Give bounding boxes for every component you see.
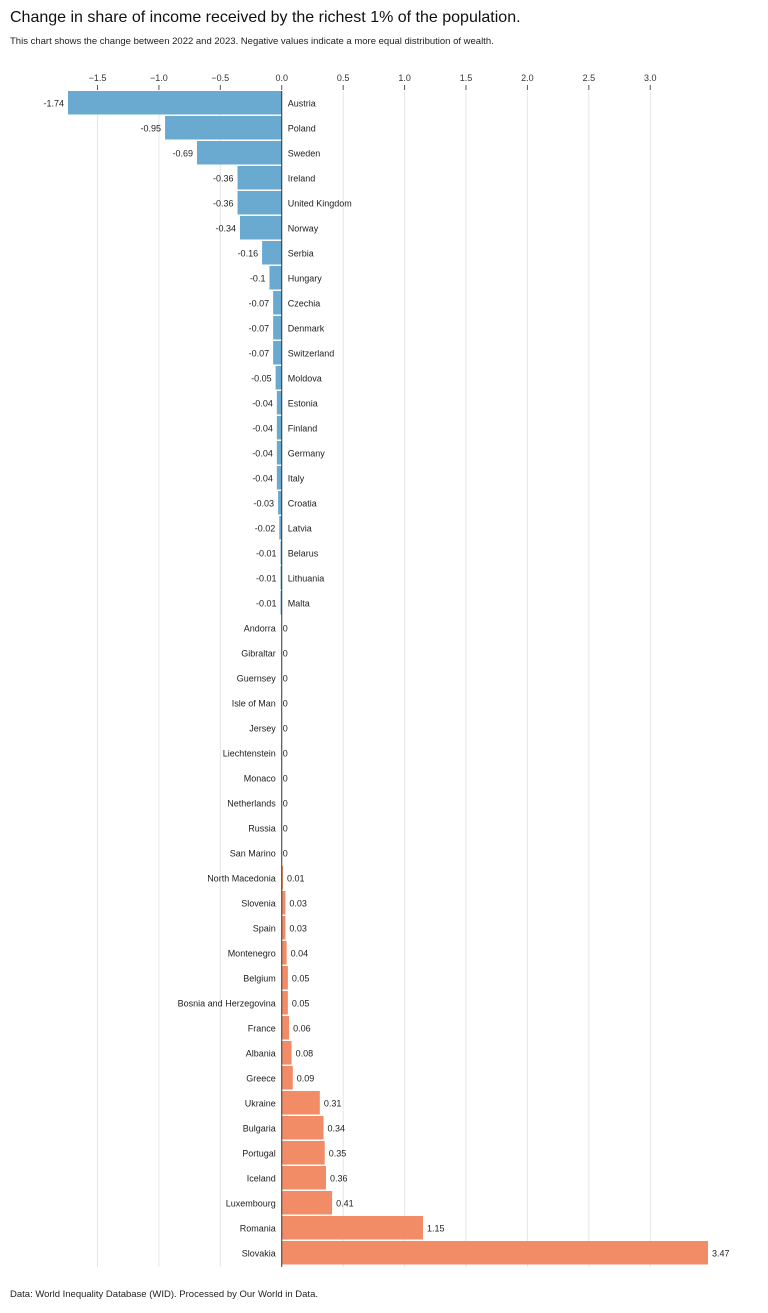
bar[interactable] bbox=[277, 416, 282, 440]
value-label: -0.04 bbox=[252, 448, 273, 459]
value-label: -0.95 bbox=[140, 123, 162, 134]
category-label: Malta bbox=[287, 598, 310, 609]
category-label: Finland bbox=[287, 423, 318, 434]
x-tick-label: 2.5 bbox=[582, 73, 596, 83]
value-label: 0 bbox=[282, 748, 288, 759]
category-label: Italy bbox=[287, 473, 305, 484]
category-label: Lithuania bbox=[287, 573, 325, 584]
value-label: 0.05 bbox=[291, 998, 310, 1009]
category-label: Denmark bbox=[287, 323, 325, 334]
category-label: Germany bbox=[287, 448, 325, 459]
category-label: Spain bbox=[252, 923, 276, 934]
bar[interactable] bbox=[282, 1091, 320, 1115]
category-label: Bulgaria bbox=[242, 1123, 276, 1134]
category-label: Slovakia bbox=[241, 1248, 276, 1259]
x-tick-label: 1.5 bbox=[459, 73, 473, 83]
value-label: 0.06 bbox=[293, 1023, 311, 1034]
x-tick-label: 2.0 bbox=[521, 73, 534, 83]
value-label: -0.1 bbox=[249, 273, 266, 284]
bar[interactable] bbox=[240, 216, 282, 240]
value-label: 0.35 bbox=[328, 1148, 347, 1159]
value-label: -0.01 bbox=[255, 573, 277, 584]
value-label: -0.69 bbox=[172, 148, 193, 159]
value-label: 0 bbox=[282, 798, 288, 809]
category-label: Sweden bbox=[287, 148, 321, 159]
bar[interactable] bbox=[278, 491, 282, 515]
value-label: -0.34 bbox=[215, 223, 236, 234]
bar[interactable] bbox=[282, 891, 286, 915]
value-label: 0.03 bbox=[289, 898, 307, 909]
value-label: 0.31 bbox=[323, 1098, 342, 1109]
bar[interactable] bbox=[282, 1216, 423, 1240]
value-label: 0 bbox=[282, 673, 288, 684]
value-label: -0.04 bbox=[252, 473, 273, 484]
category-label: Switzerland bbox=[287, 348, 335, 359]
category-label: Netherlands bbox=[227, 798, 276, 809]
bar[interactable] bbox=[282, 916, 286, 940]
bar[interactable] bbox=[282, 966, 288, 990]
value-label: 0 bbox=[282, 623, 288, 634]
category-label: Austria bbox=[287, 98, 316, 109]
bar[interactable] bbox=[277, 391, 282, 415]
bar[interactable] bbox=[282, 1116, 324, 1140]
category-label: Serbia bbox=[287, 248, 314, 259]
value-label: 0.09 bbox=[296, 1073, 315, 1084]
value-label: 0 bbox=[282, 773, 288, 784]
bar[interactable] bbox=[68, 91, 282, 115]
x-tick-label: −1.0 bbox=[150, 73, 168, 83]
value-label: 0 bbox=[282, 648, 288, 659]
bar[interactable] bbox=[269, 266, 281, 290]
x-tick-label: 3.0 bbox=[644, 73, 657, 83]
category-label: Moldova bbox=[287, 373, 322, 384]
bar[interactable] bbox=[282, 991, 288, 1015]
category-label: Romania bbox=[239, 1223, 276, 1234]
category-label: Albania bbox=[245, 1048, 276, 1059]
value-label: 1.15 bbox=[427, 1223, 445, 1234]
value-label: 0.36 bbox=[329, 1173, 348, 1184]
bar[interactable] bbox=[273, 341, 282, 365]
category-label: Andorra bbox=[243, 623, 276, 634]
category-label: Slovenia bbox=[241, 898, 276, 909]
category-label: Latvia bbox=[287, 523, 312, 534]
bar[interactable] bbox=[262, 241, 282, 265]
bar[interactable] bbox=[282, 1141, 325, 1165]
value-label: -0.04 bbox=[252, 398, 273, 409]
bar[interactable] bbox=[282, 941, 287, 965]
category-label: Ireland bbox=[287, 173, 316, 184]
bars bbox=[68, 91, 708, 1265]
chart-subtitle: This chart shows the change between 2022 and 2023. Negative values indicate a more equal distribution of wealth. bbox=[10, 36, 494, 47]
category-label: France bbox=[247, 1023, 276, 1034]
x-tick-label: −1.5 bbox=[88, 73, 107, 83]
value-label: 0 bbox=[282, 823, 288, 834]
category-label: Poland bbox=[287, 123, 316, 134]
bar[interactable] bbox=[282, 1041, 292, 1065]
value-label: -0.07 bbox=[248, 323, 270, 334]
bar[interactable] bbox=[282, 1191, 332, 1215]
chart-title: Change in share of income received by the richest 1% of the population. bbox=[10, 9, 521, 26]
labels bbox=[43, 99, 729, 1259]
category-label: Isle of Man bbox=[231, 698, 276, 709]
value-label: 0 bbox=[282, 848, 288, 859]
category-label: Hungary bbox=[287, 273, 322, 284]
bar[interactable] bbox=[276, 366, 282, 390]
bar[interactable] bbox=[273, 291, 282, 315]
category-label: Montenegro bbox=[227, 948, 276, 959]
value-label: -1.74 bbox=[43, 98, 64, 109]
category-label: Monaco bbox=[243, 773, 276, 784]
category-label: Portugal bbox=[242, 1148, 276, 1159]
category-label: Russia bbox=[248, 823, 276, 834]
bar[interactable] bbox=[282, 1066, 293, 1090]
value-label: 0.08 bbox=[295, 1048, 314, 1059]
value-label: 3.47 bbox=[712, 1248, 730, 1259]
value-label: 0.41 bbox=[336, 1198, 354, 1209]
bar[interactable] bbox=[282, 1166, 326, 1190]
value-label: 0.05 bbox=[291, 973, 310, 984]
x-axis bbox=[89, 73, 657, 90]
bar[interactable] bbox=[282, 1016, 289, 1040]
category-label: Guernsey bbox=[236, 673, 276, 684]
source-note: Data: World Inequality Database (WID). Processed by Our World in Data. bbox=[10, 1289, 318, 1300]
value-label: 0.03 bbox=[289, 923, 307, 934]
category-label: Gibraltar bbox=[241, 648, 276, 659]
category-label: Greece bbox=[246, 1073, 276, 1084]
value-label: 0 bbox=[282, 723, 288, 734]
x-tick-label: −0.5 bbox=[211, 73, 230, 83]
category-label: North Macedonia bbox=[207, 873, 276, 884]
bar[interactable] bbox=[277, 441, 282, 465]
grid-layer bbox=[97, 91, 650, 1267]
category-label: Jersey bbox=[249, 723, 276, 734]
value-label: -0.16 bbox=[237, 248, 259, 259]
category-label: Norway bbox=[287, 223, 319, 234]
bar[interactable] bbox=[238, 166, 282, 190]
category-label: San Marino bbox=[229, 848, 276, 859]
value-label: -0.07 bbox=[248, 298, 270, 309]
value-label: -0.36 bbox=[213, 173, 234, 184]
x-tick-label: 0.5 bbox=[336, 73, 350, 83]
x-tick-label: 1.0 bbox=[398, 73, 411, 83]
value-label: -0.05 bbox=[251, 373, 272, 384]
bar[interactable] bbox=[277, 466, 282, 490]
value-label: -0.01 bbox=[255, 548, 277, 559]
category-label: Belarus bbox=[287, 548, 319, 559]
value-label: -0.02 bbox=[254, 523, 276, 534]
bar[interactable] bbox=[273, 316, 282, 340]
value-label: 0.34 bbox=[327, 1123, 346, 1134]
bar[interactable] bbox=[282, 1241, 708, 1265]
value-label: -0.03 bbox=[253, 498, 275, 509]
category-label: Belgium bbox=[243, 973, 276, 984]
value-label: 0.04 bbox=[290, 948, 309, 959]
value-label: 0 bbox=[282, 698, 288, 709]
value-label: -0.36 bbox=[213, 198, 234, 209]
category-label: Croatia bbox=[287, 498, 317, 509]
x-tick-label: 0.0 bbox=[275, 73, 289, 83]
category-label: Ukraine bbox=[244, 1098, 276, 1109]
value-label: 0.01 bbox=[286, 873, 305, 884]
category-label: Liechtenstein bbox=[222, 748, 276, 759]
category-label: Iceland bbox=[246, 1173, 276, 1184]
bar[interactable] bbox=[165, 116, 282, 140]
bar[interactable] bbox=[238, 191, 282, 215]
category-label: Czechia bbox=[287, 298, 321, 309]
category-label: Bosnia and Herzegovina bbox=[177, 998, 276, 1009]
value-label: -0.07 bbox=[248, 348, 270, 359]
category-label: United Kingdom bbox=[287, 198, 352, 209]
category-label: Estonia bbox=[287, 398, 318, 409]
category-label: Luxembourg bbox=[225, 1198, 276, 1209]
bar[interactable] bbox=[197, 141, 282, 165]
value-label: -0.04 bbox=[252, 423, 273, 434]
value-label: -0.01 bbox=[255, 598, 277, 609]
